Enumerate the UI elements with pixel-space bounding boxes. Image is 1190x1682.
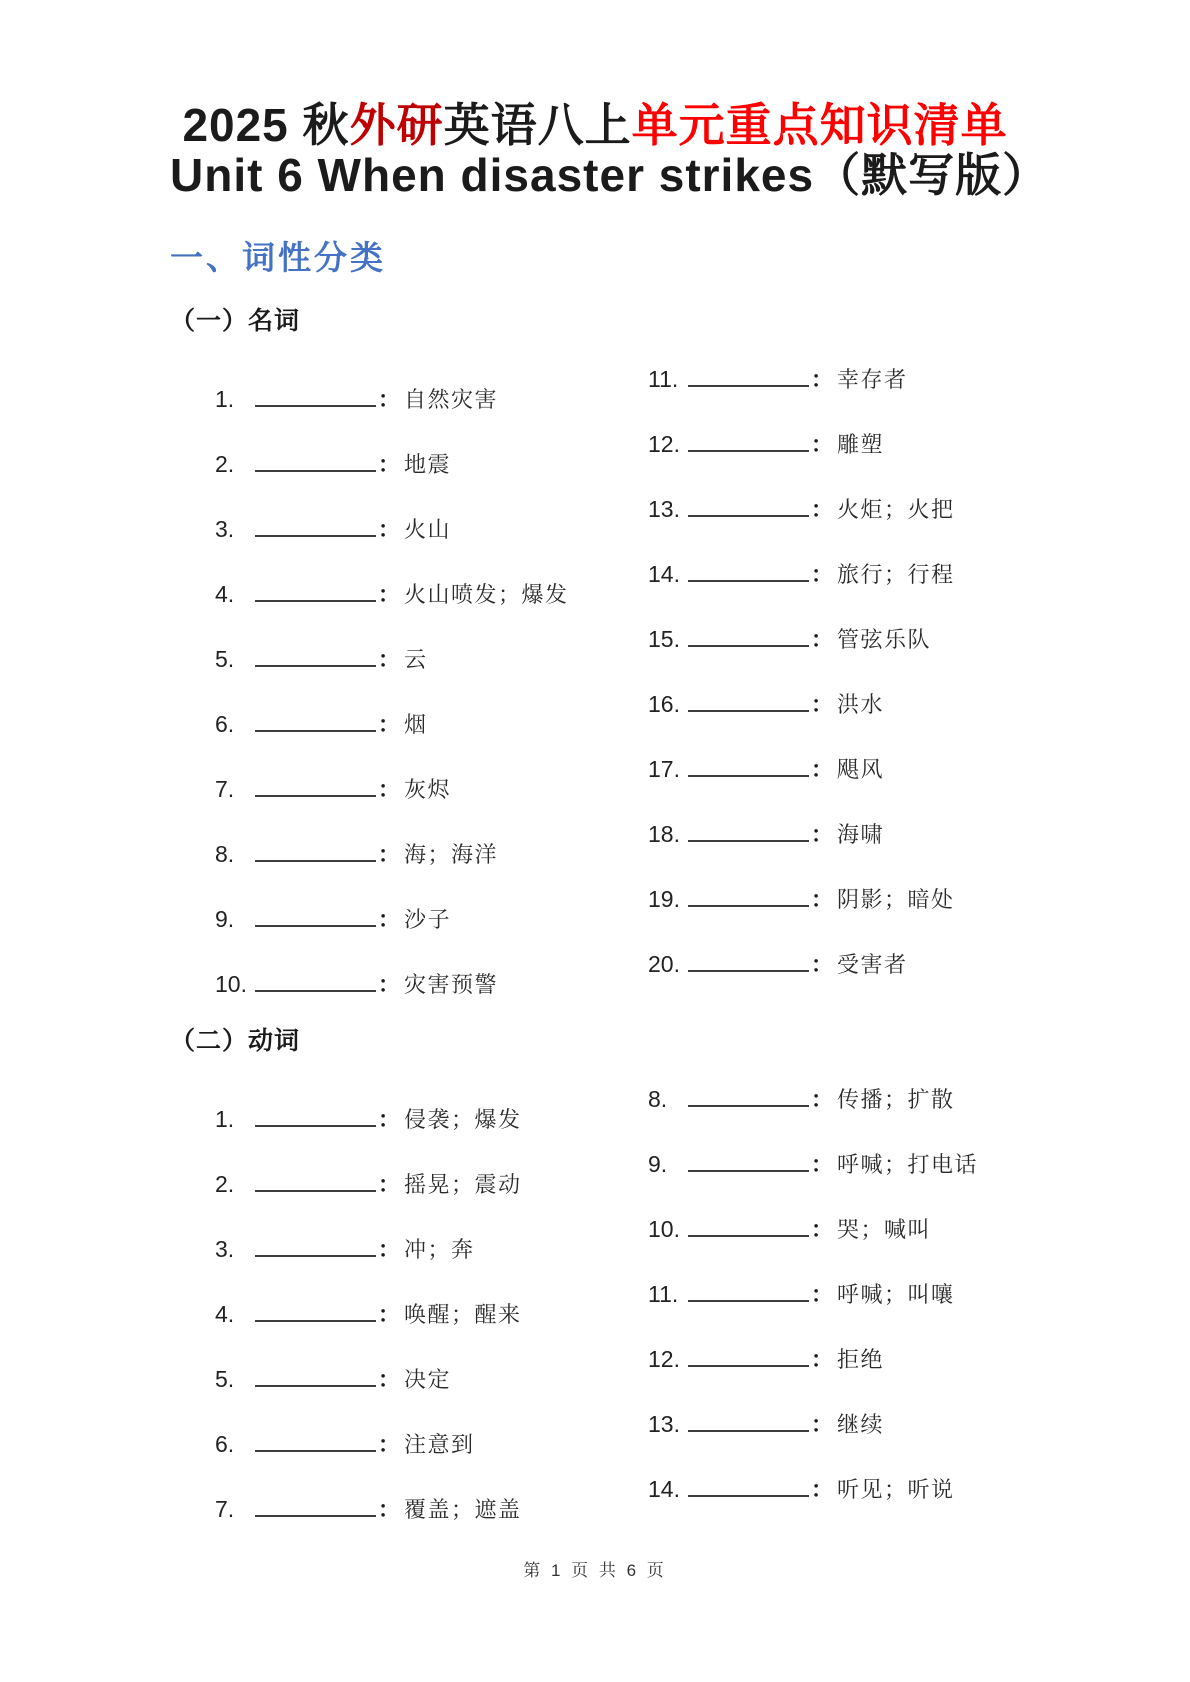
item-number: 13. [648,1411,680,1438]
item-colon: ： [811,1087,834,1113]
answer-blank [688,772,809,777]
answer-blank [688,1362,809,1367]
item-number: 14. [648,561,680,588]
answer-blank [255,1382,376,1387]
item-colon: ： [811,497,834,523]
item-number: 1. [215,1106,235,1133]
item-colon: ： [378,1237,401,1263]
answer-blank [255,597,376,602]
document-subtitle: Unit 6 When disaster strikes（默写版） [170,149,1050,201]
document-header [170,99,1050,201]
item-colon: ： [811,757,834,783]
vocab-item [215,578,648,608]
item-colon: ： [378,1497,401,1523]
answer-blank [255,1447,376,1452]
item-colon: ： [811,432,834,458]
item-definition: 拒绝 [837,1347,885,1373]
nouns-subsection [170,301,1020,1033]
vocab-item [648,1343,1020,1373]
page-footer: 第 1 页 共 6 页 [523,1561,667,1580]
item-number: 17. [648,756,680,783]
vocab-item [215,773,648,803]
vocab-item [648,363,1020,393]
vocab-item [648,1278,1020,1308]
vocab-item [215,513,648,543]
item-definition: 受害者 [837,952,908,978]
item-definition: 呼喊；叫嚷 [837,1282,955,1308]
answer-blank [255,662,376,667]
answer-blank [688,512,809,517]
vocab-item [215,838,648,868]
item-definition: 听见；听说 [837,1477,955,1503]
item-definition: 灾害预警 [404,972,499,998]
item-number: 1. [215,386,235,413]
answer-blank [688,902,809,907]
item-colon: ： [378,582,401,608]
item-colon: ： [811,1412,834,1438]
item-definition: 云 [404,647,428,673]
item-colon: ： [378,1432,401,1458]
answer-blank [255,402,376,407]
vocab-item [215,1428,648,1458]
item-definition: 旅行；行程 [837,562,955,588]
vocab-item [648,1148,1020,1178]
answer-blank [688,577,809,582]
item-number: 5. [215,1366,235,1393]
answer-blank [255,1187,376,1192]
vocab-item [648,493,1020,523]
answer-blank [688,642,809,647]
answer-blank [688,1297,809,1302]
item-colon: ： [378,712,401,738]
answer-blank [255,987,376,992]
answer-blank [255,467,376,472]
document-title [170,100,1020,150]
vocab-item [215,383,648,413]
item-definition: 呼喊；打电话 [837,1152,979,1178]
title-topic: 单元重点知识清单 [631,99,1008,151]
item-number: 5. [215,646,235,673]
item-definition: 阴影；暗处 [837,887,955,913]
item-number: 19. [648,886,680,913]
vocab-item [648,818,1020,848]
item-colon: ： [378,777,401,803]
item-colon: ： [378,907,401,933]
item-colon: ： [811,887,834,913]
vocab-item [648,1473,1020,1503]
item-colon: ： [811,1347,834,1373]
item-definition: 侵袭；爆发 [404,1107,522,1133]
vocab-item [215,1103,648,1133]
answer-blank [255,857,376,862]
item-definition: 火炬；火把 [837,497,955,523]
nouns-list-left [170,383,648,1033]
vocab-item [648,1083,1020,1113]
vocab-item [648,1213,1020,1243]
vocab-item [215,1493,648,1523]
answer-blank [255,922,376,927]
nouns-columns [170,363,1020,1033]
item-colon: ： [811,1282,834,1308]
item-definition: 摇晃；震动 [404,1172,522,1198]
nouns-list-right [648,363,1020,1033]
item-definition: 地震 [404,452,452,478]
answer-blank [688,447,809,452]
item-colon: ： [378,647,401,673]
item-number: 10. [648,1216,680,1243]
verbs-columns [170,1083,1020,1558]
item-number: 4. [215,1301,235,1328]
item-number: 15. [648,626,680,653]
verbs-list-left [170,1103,648,1558]
answer-blank [688,382,809,387]
answer-blank [255,727,376,732]
item-number: 9. [215,906,235,933]
answer-blank [688,967,809,972]
vocab-item [648,753,1020,783]
item-definition: 传播；扩散 [837,1087,955,1113]
item-number: 11. [648,1281,679,1308]
vocab-item [648,883,1020,913]
item-definition: 雕塑 [837,432,885,458]
item-number: 9. [648,1151,668,1178]
item-colon: ： [811,1152,834,1178]
item-definition: 火山 [404,517,452,543]
item-definition: 幸存者 [837,367,908,393]
item-colon: ： [811,562,834,588]
item-definition: 灰烬 [404,777,452,803]
item-definition: 沙子 [404,907,452,933]
item-number: 7. [215,1496,235,1523]
item-colon: ： [811,692,834,718]
item-colon: ： [378,1302,401,1328]
item-definition: 自然灾害 [404,387,499,413]
item-colon: ： [378,452,401,478]
item-number: 13. [648,496,680,523]
nouns-heading: （一）名词 [170,307,301,336]
item-definition: 海；海洋 [404,842,499,868]
item-number: 12. [648,1346,680,1373]
item-definition: 洪水 [837,692,885,718]
item-colon: ： [811,627,834,653]
vocab-item [215,968,648,998]
item-number: 3. [215,516,235,543]
item-definition: 烟 [404,712,428,738]
answer-blank [255,1512,376,1517]
item-definition: 哭；喊叫 [837,1217,932,1243]
item-number: 3. [215,1236,235,1263]
vocab-item [648,1408,1020,1438]
item-number: 6. [215,711,235,738]
item-definition: 注意到 [404,1432,475,1458]
answer-blank [688,707,809,712]
item-number: 2. [215,451,235,478]
item-definition: 继续 [837,1412,885,1438]
answer-blank [688,837,809,842]
item-number: 10. [215,971,247,998]
item-colon: ： [811,1477,834,1503]
item-number: 2. [215,1171,235,1198]
vocab-item [215,1168,648,1198]
answer-blank [255,532,376,537]
answer-blank [688,1427,809,1432]
item-number: 7. [215,776,235,803]
item-number: 12. [648,431,680,458]
vocab-item [215,708,648,738]
item-colon: ： [378,972,401,998]
item-number: 4. [215,581,235,608]
item-number: 8. [215,841,235,868]
answer-blank [688,1492,809,1497]
item-colon: ： [378,517,401,543]
item-colon: ： [378,1367,401,1393]
vocab-item [648,948,1020,978]
item-definition: 冲；奔 [404,1237,475,1263]
item-number: 6. [215,1431,235,1458]
vocab-item [648,428,1020,458]
verbs-subsection [170,1021,1020,1558]
item-definition: 海啸 [837,822,885,848]
vocab-item [215,643,648,673]
vocab-item [648,623,1020,653]
answer-blank [688,1167,809,1172]
vocab-item [648,558,1020,588]
item-definition: 火山喷发；爆发 [404,582,569,608]
vocab-item [215,448,648,478]
item-colon: ： [378,842,401,868]
item-number: 20. [648,951,680,978]
item-colon: ： [378,1107,401,1133]
item-colon: ： [811,952,834,978]
title-press-name: 外研 [349,99,444,151]
answer-blank [255,1317,376,1322]
title-course-grade: 英语八上 [443,99,632,151]
item-definition: 覆盖；遮盖 [404,1497,522,1523]
vocab-item [215,1298,648,1328]
answer-blank [688,1102,809,1107]
item-colon: ： [811,822,834,848]
item-number: 14. [648,1476,680,1503]
item-definition: 决定 [404,1367,452,1393]
item-number: 18. [648,821,680,848]
answer-blank [688,1232,809,1237]
answer-blank [255,792,376,797]
item-number: 8. [648,1086,668,1113]
section-heading-word-classes: 一、词性分类 [170,239,386,276]
item-number: 16. [648,691,680,718]
item-colon: ： [378,1172,401,1198]
vocab-item [215,1363,648,1393]
answer-blank [255,1252,376,1257]
answer-blank [255,1122,376,1127]
item-definition: 管弦乐队 [837,627,932,653]
vocab-item [215,903,648,933]
item-colon: ： [811,1217,834,1243]
item-number: 11. [648,366,679,393]
vocab-item [215,1233,648,1263]
item-colon: ： [811,367,834,393]
item-definition: 唤醒；醒来 [404,1302,522,1328]
verbs-heading: （二）动词 [170,1027,301,1056]
item-definition: 飓风 [837,757,885,783]
title-year-term: 2025 秋 [182,99,350,151]
vocab-item [648,688,1020,718]
item-colon: ： [378,387,401,413]
verbs-list-right [648,1083,1020,1558]
